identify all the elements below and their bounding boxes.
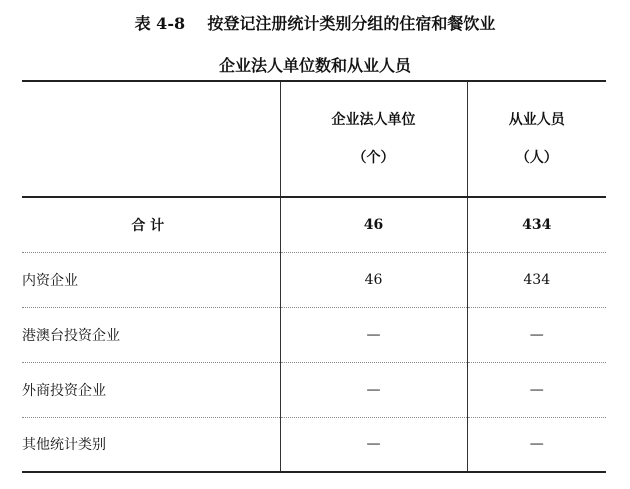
row-staff-value: — xyxy=(467,307,606,362)
row-units-value: — xyxy=(280,307,467,362)
header-employees-unit: （人） xyxy=(515,150,558,166)
row-label: 外商投资企业 xyxy=(22,362,280,417)
row-label: 合 计 xyxy=(22,197,280,252)
row-staff-value: 434 xyxy=(467,197,606,252)
row-staff-value: — xyxy=(467,362,606,417)
row-staff-value: 434 xyxy=(467,252,606,307)
table-row xyxy=(22,252,606,307)
row-units-value: 46 xyxy=(280,197,467,252)
statistics-table xyxy=(22,80,606,473)
table-row xyxy=(22,362,606,417)
table-row-total xyxy=(22,197,606,252)
header-enterprise-units xyxy=(280,81,467,197)
row-units-value: 46 xyxy=(280,252,467,307)
table-row xyxy=(22,417,606,472)
row-label: 内资企业 xyxy=(22,252,280,307)
row-label: 其他统计类别 xyxy=(22,417,280,472)
table-row xyxy=(22,307,606,362)
row-label: 港澳台投资企业 xyxy=(22,307,280,362)
header-employees xyxy=(467,81,606,197)
table-title: 表 4-8 按登记注册统计类别分组的住宿和餐饮业 xyxy=(134,14,496,33)
header-employees-label: 从业人员 xyxy=(508,112,565,128)
header-enterprise-units-label: 企业法人单位 xyxy=(331,112,416,128)
row-staff-value: — xyxy=(467,417,606,472)
table-header-row xyxy=(22,81,606,197)
header-enterprise-units-unit: （个） xyxy=(352,150,395,166)
table-subtitle: 企业法人单位数和从业人员 xyxy=(218,56,411,75)
row-units-value: — xyxy=(280,362,467,417)
row-units-value: — xyxy=(280,417,467,472)
header-category xyxy=(22,81,280,197)
